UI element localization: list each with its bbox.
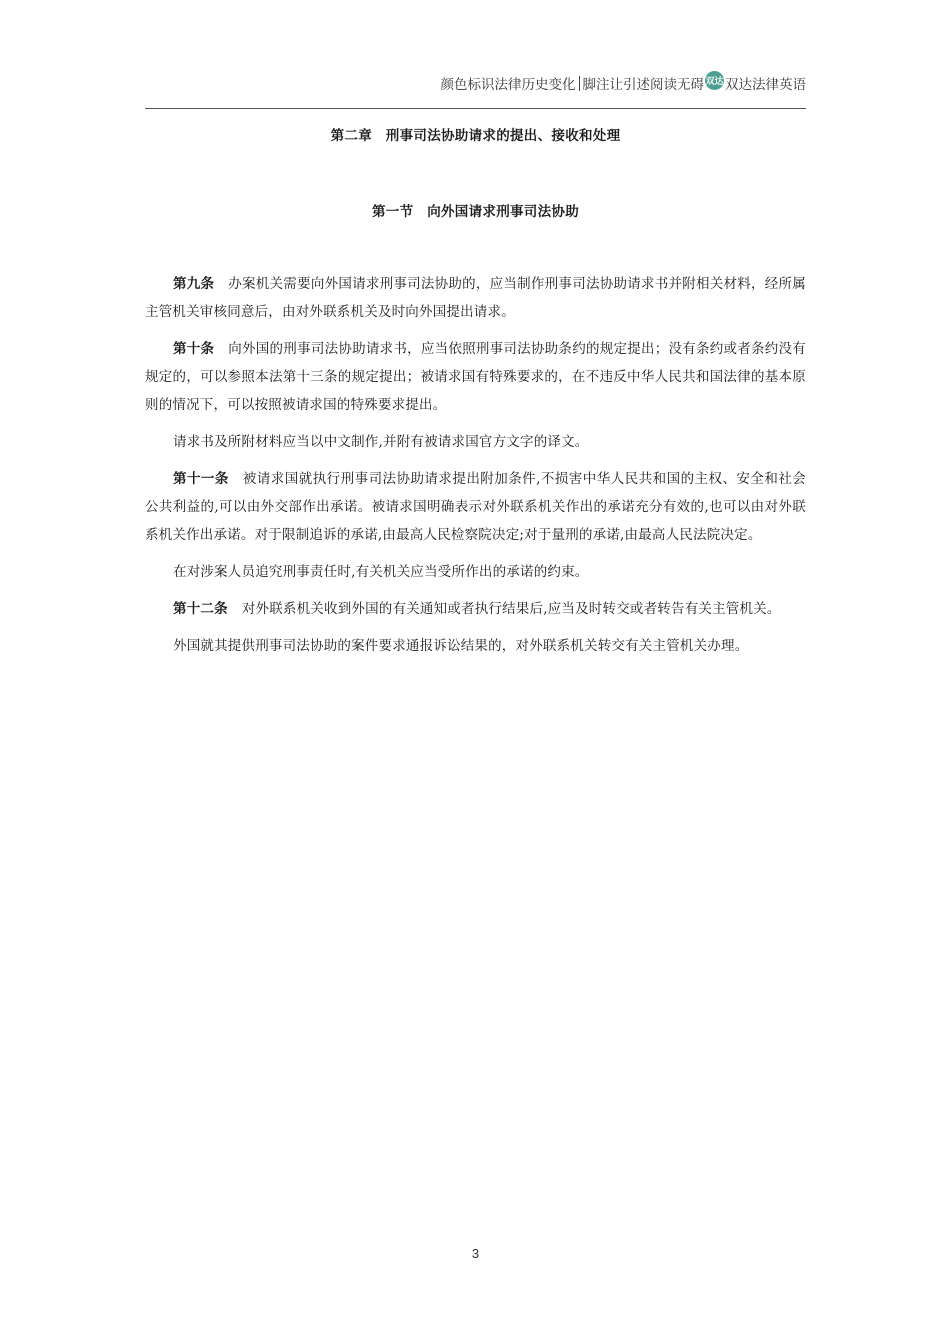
article-text: 外国就其提供刑事司法协助的案件要求通报诉讼结果的，对外联系机关转交有关主管机关办理。 (173, 638, 749, 654)
shuangda-logo-icon: 双达 (705, 71, 724, 90)
document-body (145, 270, 806, 669)
page-number: 3 (471, 1246, 480, 1261)
article-paragraph (145, 428, 806, 456)
header-divider (145, 108, 806, 109)
article-text: 请求书及所附材料应当以中文制作,并附有被请求国官方文字的译文。 (173, 434, 589, 450)
section-title: 第一节 向外国请求刑事司法协助 (372, 204, 579, 220)
article-number: 第十一条 (173, 471, 229, 487)
header-text-color-history: 颜色标识法律历史变化 (440, 77, 576, 93)
article-number: 第十二条 (173, 601, 228, 617)
header-text-brand: 双达法律英语 (725, 77, 806, 93)
article-paragraph (145, 270, 806, 326)
chapter-title: 第二章 刑事司法协助请求的提出、接收和处理 (330, 128, 621, 144)
page-header (441, 68, 807, 98)
article-paragraph (145, 632, 806, 660)
article-number: 第九条 (173, 276, 215, 292)
article-paragraph (145, 558, 806, 586)
article-paragraph (145, 335, 806, 419)
article-paragraph (145, 465, 806, 549)
article-text: 办案机关需要向外国请求刑事司法协助的，应当制作刑事司法协助请求书并附相关材料，经所属主管机关审核同意后，由对外联系机关及时向外国提出请求。 (145, 276, 806, 320)
article-text: 在对涉案人员追究刑事责任时,有关机关应当受所作出的承诺的约束。 (173, 564, 589, 580)
article-text: 被请求国就执行刑事司法协助请求提出附加条件,不损害中华人民共和国的主权、安全和社会公共利益的,可以由外交部作出承诺。被请求国明确表示对外联系机关作出的承诺充分有效的,也可以由对外联系机关作出承诺。对于限制追诉的承诺,由最高人民检察院决定;对于量刑的承诺,由最高人民法院决定。 (145, 471, 806, 543)
article-paragraph (145, 595, 806, 623)
header-text-footnotes: 脚注让引述阅读无碍 (582, 77, 704, 93)
header-separator (579, 76, 580, 91)
article-number: 第十条 (173, 341, 215, 357)
article-text: 向外国的刑事司法协助请求书，应当依照刑事司法协助条约的规定提出；没有条约或者条约没有规定的，可以参照本法第十三条的规定提出；被请求国有特殊要求的，在不违反中华人民共和国法律的基本原则的情况下，可以按照被请求国的特殊要求提出。 (145, 341, 806, 413)
article-text: 对外联系机关收到外国的有关通知或者执行结果后,应当及时转交或者转告有关主管机关。 (241, 601, 781, 617)
